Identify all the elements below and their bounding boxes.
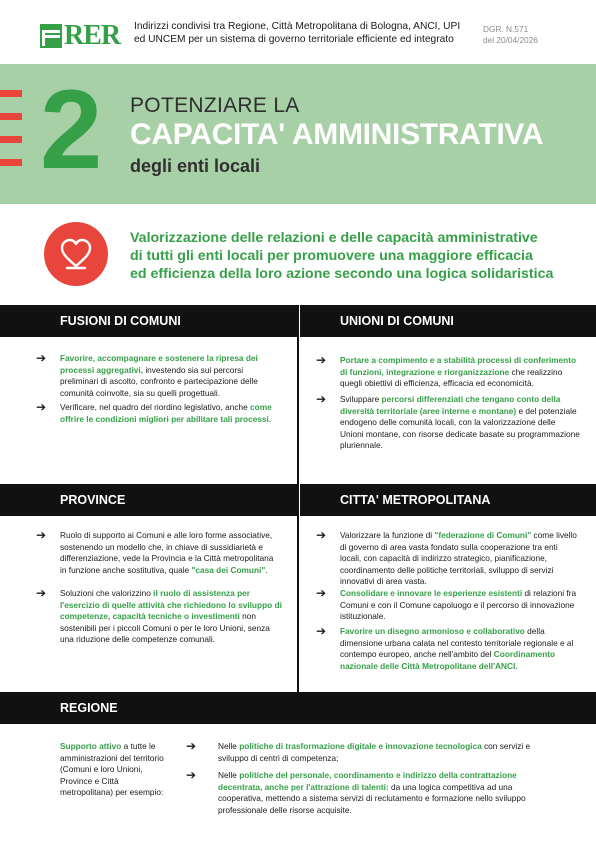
- highlight-text: come offrire le condizioni migliori per abilitare tali processi.: [60, 402, 272, 424]
- body-text: Soluzioni che valorizzino: [60, 588, 154, 598]
- body-text: della dimensione urbana calata nel contesto territoriale regionale e al contempo europeo, anche nell'ambito del: [340, 626, 574, 660]
- highlight-text: "casa dei Comuni": [191, 564, 266, 575]
- body-text: Valorizzare la funzione di: [340, 530, 435, 540]
- column-divider: [297, 484, 299, 692]
- logo-text: RER: [64, 20, 121, 51]
- header-description-line1: Indirizzi condivisi tra Regione, Città Metropolitana di Bologna, ANCI, UPI: [134, 21, 461, 32]
- section-bar-province: [0, 484, 297, 516]
- title-banner: [0, 64, 596, 204]
- section-bar-regione: [0, 692, 596, 724]
- regione-intro: [60, 741, 170, 799]
- intro-line1: Valorizzazione delle relazioni e delle capacità amministrative: [130, 230, 538, 246]
- body-text: da una logica competitiva ad una cooperativa, mettendo a sistema servizi di reclutamento e formazione nello sviluppo professionale delle risorse acquisite.: [218, 781, 526, 815]
- highlight-text: Favorire un disegno armonioso e collaborativo: [340, 626, 525, 636]
- arrow-right-icon: ➔: [316, 528, 327, 542]
- rer-logo: [40, 22, 124, 50]
- body-text: Nelle: [218, 770, 240, 780]
- body-text: come livello di governo di area vasta fondato sulla cooperazione tra enti locali, con capacità di indirizzo strategico, pianificazione, coordinamento delle politiche territoriali, sviluppo di servizi innovativi di area vasta.: [340, 530, 577, 587]
- intro-line2: di tutti gli enti locali per promuovere una maggiore efficacia: [130, 248, 533, 264]
- body-text: Nelle: [218, 741, 240, 751]
- highlight-text: percorsi differenziati che tengano conto della diversità territoriale (aree interne e montane): [340, 394, 561, 416]
- body-text: con servizi e sviluppo di centri di competenza;: [218, 741, 531, 763]
- banner-title-line2: CAPACITA' AMMINISTRATIVA: [130, 118, 544, 151]
- highlight-text: Coordinamento nazionale delle Città Metropolitane dell'ANCI.: [340, 649, 556, 671]
- heart-badge: [44, 222, 108, 286]
- arrow-right-icon: ➔: [36, 351, 47, 365]
- column-divider: [297, 305, 299, 485]
- page-header: [0, 0, 596, 64]
- regione-title: REGIONE: [60, 701, 118, 715]
- arrow-right-icon: ➔: [36, 528, 47, 542]
- banner-title-line1: POTENZIARE LA: [130, 94, 300, 117]
- section-bar-fusioni: [0, 305, 297, 337]
- highlight-text: il ruolo di assistenza per l'esercizio di quelle attività che richiedono lo sviluppo di competenze, capacità tecniche o investimenti: [60, 588, 282, 622]
- highlight-text: Consolidare e innovare le esperienze esistenti: [340, 588, 523, 598]
- body-text: Verificare, nel quadro del riordino legislativo, anche: [60, 402, 251, 412]
- arrow-right-icon: ➔: [316, 353, 327, 367]
- body-text: Sviluppare: [340, 394, 382, 404]
- arrow-right-icon: ➔: [36, 586, 47, 600]
- body-text: .: [265, 564, 268, 575]
- body-text: a tutte le amministrazioni del territorio (Comuni e loro Unioni, Province e Città metropolitana) per esempio:: [60, 741, 164, 798]
- province-title: PROVINCE: [60, 493, 126, 507]
- logo-mark-icon: [40, 24, 62, 48]
- section-bar-unioni: [300, 305, 596, 337]
- header-description-line2: ed UNCEM per un sistema di governo territoriale efficiente ed integrato: [134, 34, 454, 45]
- dgr-date: del 20/04/2026: [483, 35, 538, 45]
- highlight-text: Portare a compimento e a stabilità processi di conferimento di funzioni, integrazione e riorganizzazione: [340, 355, 577, 377]
- body-text: Ruolo di supporto ai Comuni e alle loro forme associative, sostenendo un modello che, in chiave di sussidiarietà e differenziazione, vede la Provincia e la Città metropolitana in funzione anche sostitutiva, quale: [60, 530, 274, 575]
- intro-line3: ed efficienza della loro azione secondo una logica solidaristica: [130, 266, 554, 282]
- red-stripes-decoration: [0, 90, 24, 180]
- arrow-right-icon: ➔: [186, 739, 197, 753]
- banner-title-line3: degli enti locali: [130, 156, 261, 176]
- body-text: che realizzino quegli obiettivi di efficienza, efficacia ed economicità.: [340, 366, 563, 389]
- section-number: 2: [40, 67, 103, 192]
- unioni-title: UNIONI DI COMUNI: [340, 314, 454, 328]
- highlight-text: politiche di trasformazione digitale e innovazione tecnologica: [239, 741, 482, 751]
- arrow-right-icon: ➔: [316, 624, 327, 638]
- heart-icon: [58, 236, 94, 272]
- section-bar-metro: [300, 484, 596, 516]
- arrow-right-icon: ➔: [36, 400, 47, 414]
- highlight-text: Supporto attivo: [60, 741, 122, 751]
- arrow-right-icon: ➔: [316, 586, 327, 600]
- intro-statement: [130, 229, 560, 283]
- highlight-text: Favorire, accompagnare e sostenere la ripresa dei processi aggregativi,: [60, 353, 258, 375]
- dgr-number: DGR. N.571: [483, 24, 529, 34]
- highlight-text: "federazione di Comuni": [434, 530, 532, 540]
- metro-title: CITTA' METROPOLITANA: [340, 493, 491, 507]
- header-description: [134, 20, 479, 46]
- highlight-text: politiche del personale, coordinamento e indirizzo della contrattazione decentrata, anche per l'attrazione di talenti:: [218, 770, 517, 792]
- fusioni-title: FUSIONI DI COMUNI: [60, 314, 181, 328]
- arrow-right-icon: ➔: [186, 768, 197, 782]
- body-text: non sostenibili per i piccoli Comuni o per le loro Unioni, senza una riduzione delle competenze comunali.: [60, 611, 270, 645]
- body-text: e del potenziale endogeno delle comunità locali, con la valorizzazione delle Unioni montane, con risorse dedicate basate su programmazione pluriennale.: [340, 405, 580, 451]
- body-text: di relazioni fra Comuni e con il Comune capoluogo e il percorso di innovazione istituzionale.: [340, 588, 577, 622]
- document-reference: [483, 24, 538, 46]
- body-text: investendo sia sui percorsi preliminari di ascolto, confronto e partecipazione delle comunità coinvolte, sia su quelli progettuali.: [60, 364, 258, 398]
- arrow-right-icon: ➔: [316, 392, 327, 406]
